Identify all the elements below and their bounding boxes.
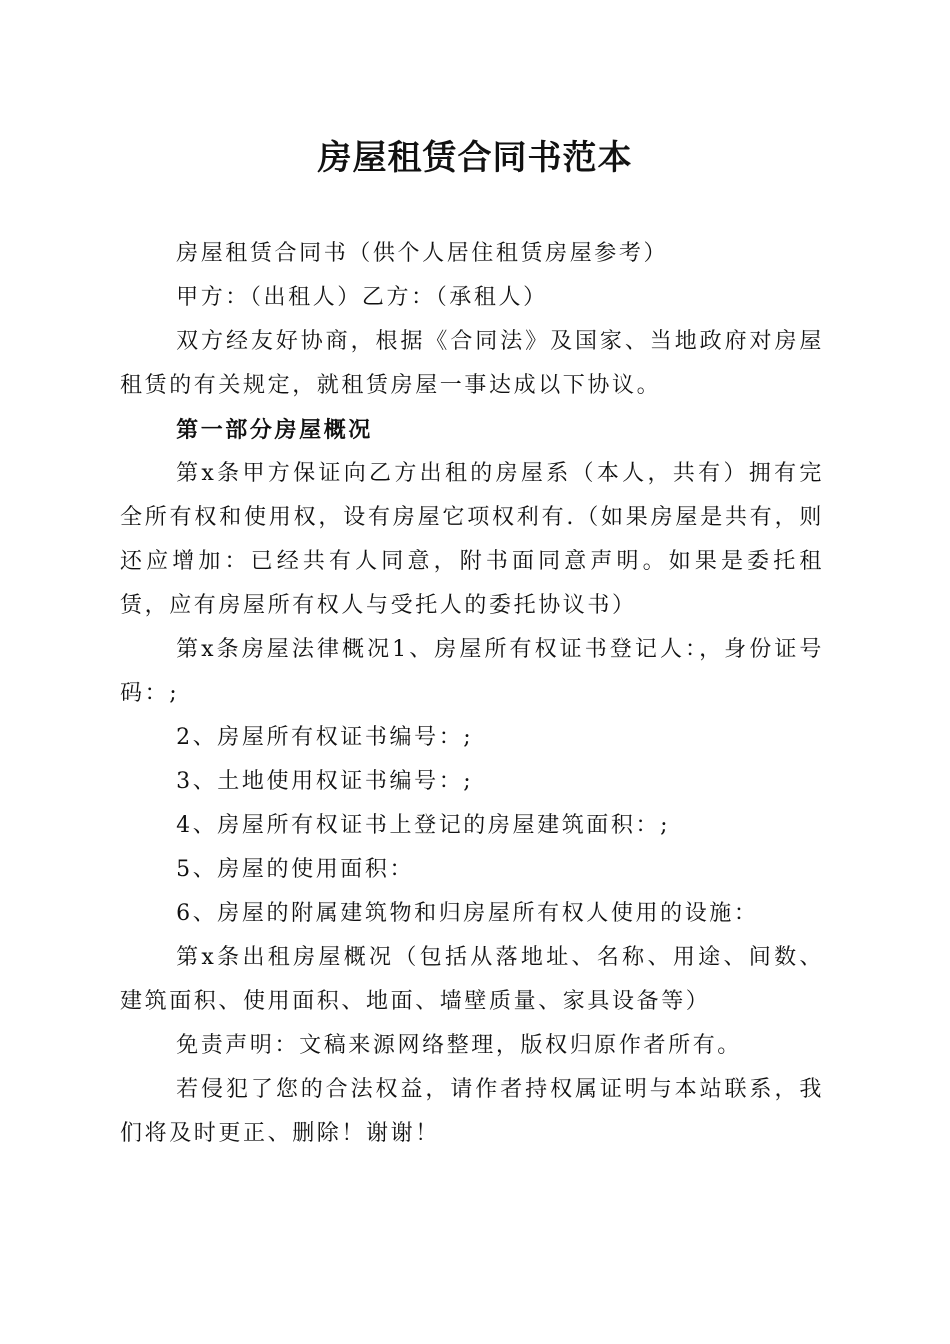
paragraph: 若侵犯了您的合法权益，请作者持权属证明与本站联系，我们将及时更正、删除！谢谢！ — [120, 1077, 824, 1146]
paragraph: 甲方：（出租人）乙方：（承租人） — [176, 285, 548, 310]
document-title: 房屋租赁合同书范本 — [317, 138, 633, 178]
paragraph: 第x条房屋法律概况1、房屋所有权证书登记人：，身份证号码：; — [120, 637, 824, 706]
paragraph: 2、房屋所有权证书编号：; — [176, 725, 474, 750]
paragraph: 6、房屋的附属建筑物和归房屋所有权人使用的设施： — [176, 901, 759, 926]
document-body — [120, 232, 824, 1156]
paragraph: 3、土地使用权证书编号：; — [176, 769, 474, 794]
paragraph: 第x条出租房屋概况（包括从落地址、名称、用途、间数、建筑面积、使用面积、地面、墙壁质量、家具设备等） — [120, 945, 824, 1014]
section-heading: 第一部分房屋概况 — [176, 417, 373, 443]
paragraph: 4、房屋所有权证书上登记的房屋建筑面积：; — [176, 813, 671, 838]
paragraph: 双方经友好协商，根据《合同法》及国家、当地政府对房屋租赁的有关规定，就租赁房屋一事达成以下协议。 — [120, 329, 824, 398]
paragraph: 房屋租赁合同书（供个人居住租赁房屋参考） — [176, 241, 669, 266]
paragraph: 第x条甲方保证向乙方出租的房屋系（本人，共有）拥有完全所有权和使用权，设有房屋它项权利有.（如果房屋是共有，则还应增加：已经共有人同意，附书面同意声明。如果是委托租赁，应有房屋所有权人与受托人的委托协议书） — [120, 461, 824, 618]
paragraph: 5、房屋的使用面积： — [176, 857, 415, 882]
paragraph: 免责声明：文稿来源网络整理，版权归原作者所有。 — [176, 1033, 742, 1058]
